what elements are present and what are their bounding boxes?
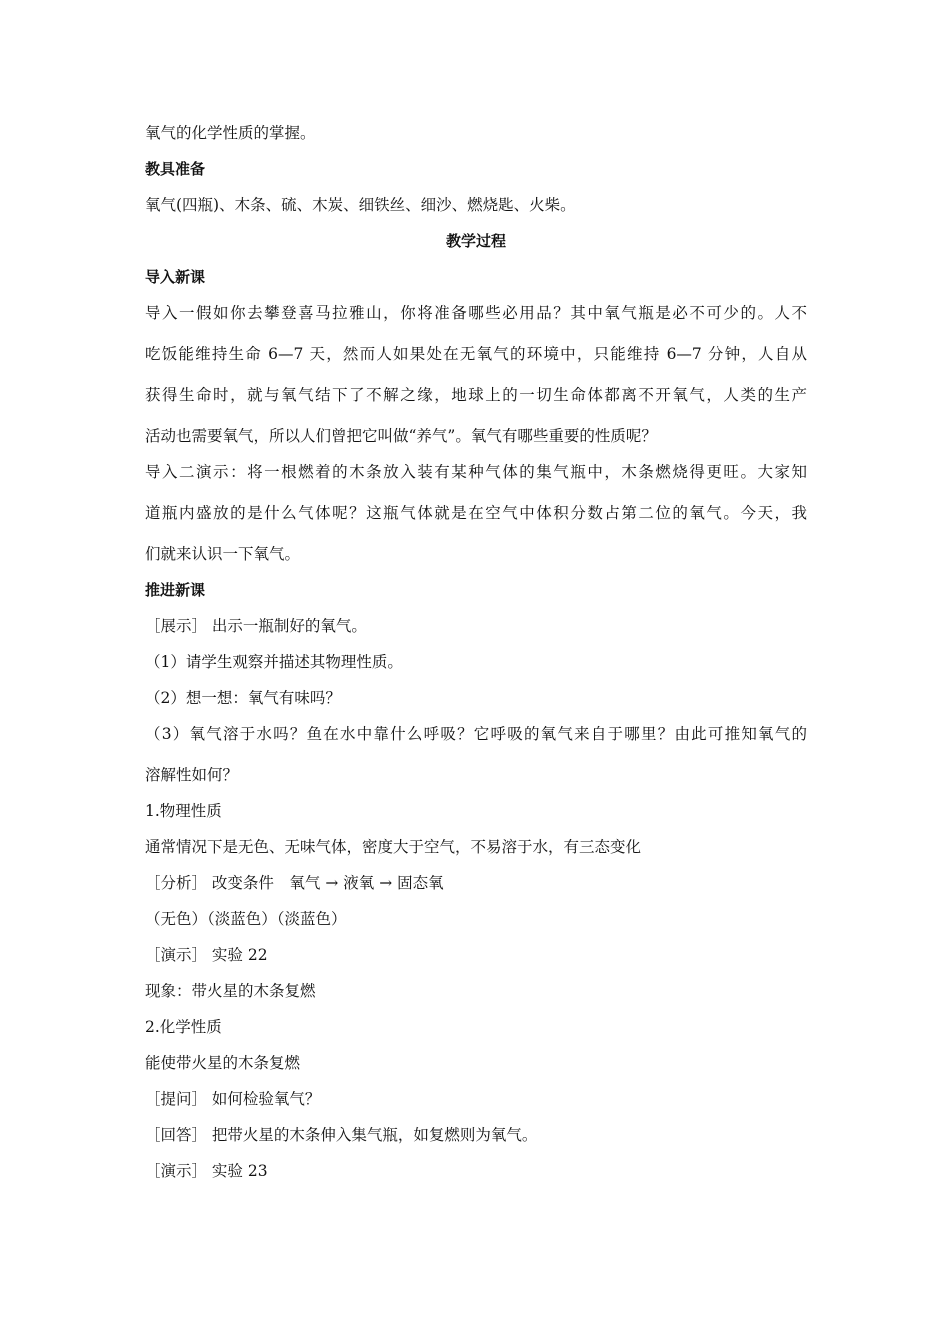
- text-line: 溶解性如何？: [145, 766, 239, 784]
- text-line: 通常情况下是无色、无味气体，密度大于空气，不易溶于水，有三态变化: [145, 838, 642, 856]
- paragraph-line: 获得生命时，就与氧气结下了不解之缘，地球上的一切生命体都离不开氧气，人类的生产: [145, 386, 807, 404]
- text-line: 2.化学性质: [145, 1018, 222, 1036]
- section-heading: 教具准备: [145, 160, 206, 178]
- text-line: 们就来认识一下氧气。: [145, 545, 301, 563]
- paragraph-line: 道瓶内盛放的是什么气体呢？这瓶气体就是在空气中体积分数占第二位的氧气。今天，我: [145, 504, 807, 522]
- text-line: ［演示］ 实验 23: [145, 1162, 268, 1180]
- text-line: 能使带火星的木条复燃: [145, 1054, 301, 1072]
- paragraph-line: 导入二演示：将一根燃着的木条放入装有某种气体的集气瓶中，木条燃烧得更旺。大家知: [145, 463, 807, 481]
- text-line: 氧气(四瓶)、木条、硫、木炭、细铁丝、细沙、燃烧匙、火柴。: [145, 196, 576, 214]
- text-line: （2）想一想：氧气有味吗？: [145, 689, 341, 707]
- section-heading: 导入新课: [145, 268, 206, 286]
- text-line: （无色）（淡蓝色）（淡蓝色）: [145, 910, 347, 928]
- text-line: ［分析］ 改变条件 氧气 → 液氧 → 固态氧: [145, 874, 444, 892]
- document-page: [145, 122, 807, 1182]
- section-heading: 推进新课: [145, 581, 206, 599]
- paragraph-line: 吃饭能维持生命 6—7 天，然而人如果处在无氧气的环境中，只能维持 6—7 分钟，人自从: [145, 345, 807, 363]
- text-line: ［提问］ 如何检验氧气？: [145, 1090, 321, 1108]
- paragraph-line: （3）氧气溶于水吗？鱼在水中靠什么呼吸？它呼吸的氧气来自于哪里？由此可推知氧气的: [145, 725, 807, 743]
- text-line: ［展示］ 出示一瓶制好的氧气。: [145, 617, 367, 635]
- text-line: ［回答］ 把带火星的木条伸入集气瓶，如复燃则为氧气。: [145, 1126, 538, 1144]
- text-line: ［演示］ 实验 22: [145, 946, 268, 964]
- text-line: （1）请学生观察并描述其物理性质。: [145, 653, 403, 671]
- text-line: 1.物理性质: [145, 802, 222, 820]
- text-line: 现象：带火星的木条复燃: [145, 982, 316, 1000]
- text-line: 氧气的化学性质的掌握。: [145, 124, 316, 142]
- text-line: 活动也需要氧气，所以人们曾把它叫做“养气”。氧气有哪些重要的性质呢？: [145, 427, 657, 445]
- paragraph-line: 导入一假如你去攀登喜马拉雅山，你将准备哪些必用品？其中氧气瓶是必不可少的。人不: [145, 304, 807, 322]
- section-title: 教学过程: [445, 232, 506, 250]
